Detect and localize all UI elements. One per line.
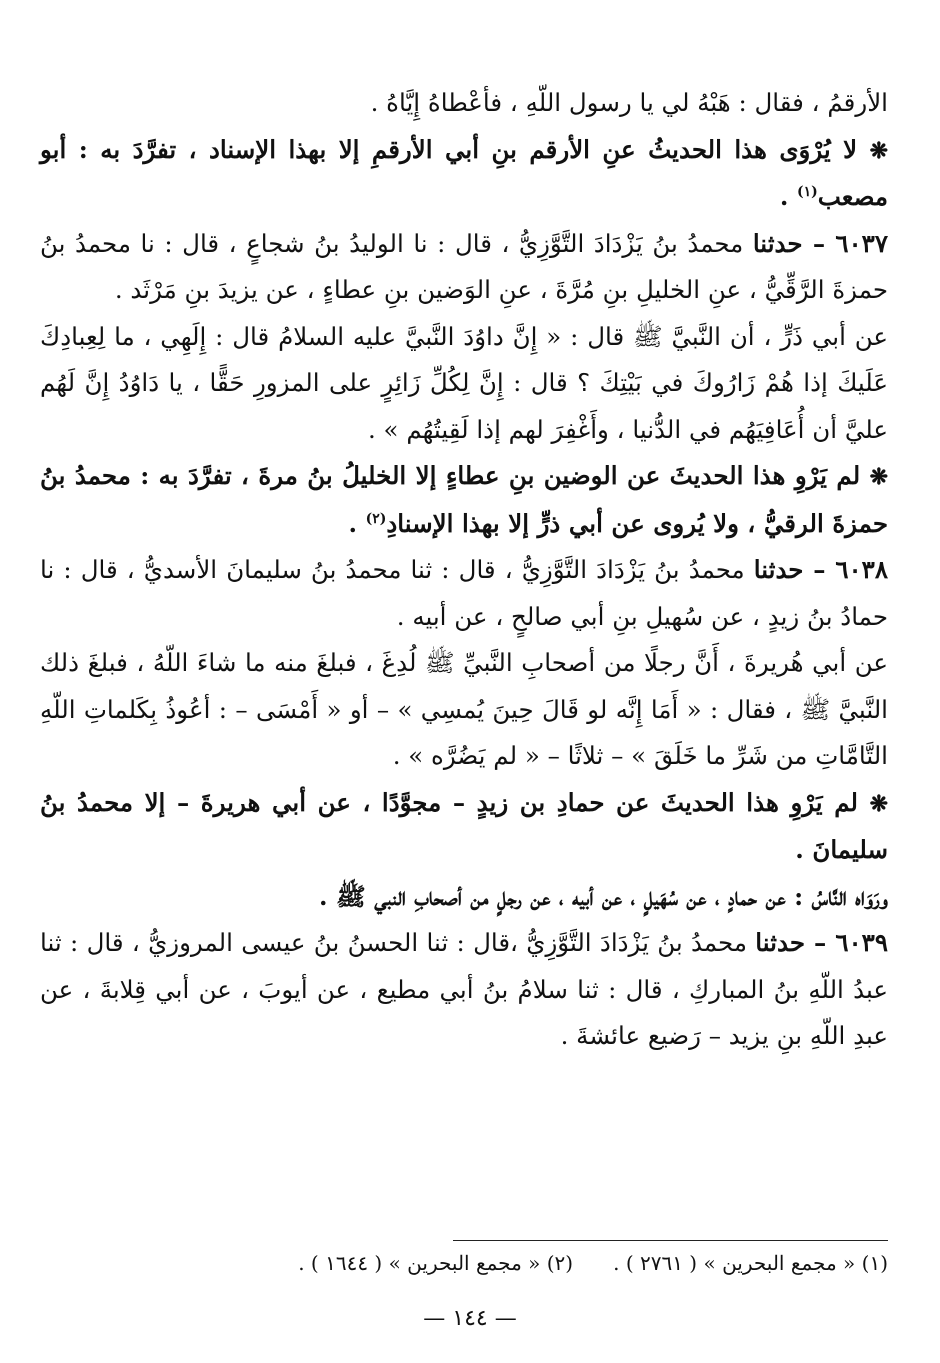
comment-end: .: [348, 508, 358, 538]
hadith-isnad: [40, 547, 888, 640]
hadith-isnad: [40, 920, 888, 1060]
hadith-lead: حدثنا: [753, 555, 804, 584]
hadith-text: محمدُ بنُ يَزْدَادَ التَّوَّزِيُّ ، قال : نا الوليدُ بنُ شجاعٍ ، قال : نا محمدُ بنُ حمزةَ الرَّقِّيُّ ، عنِ الخليلِ بنِ مُرَّةَ ، عنِ الوَضين بنِ عطاءٍ ، عن يزيدَ بنِ مَرْثَد .: [40, 228, 888, 304]
hadith-number: ٦٠٣٨: [835, 555, 888, 584]
star-icon: ❋: [869, 137, 889, 164]
comment-text: لم يَرْوِ هذا الحديثَ عن الوضين بنِ عطاءٍ إلا الخليلُ بنُ مرةَ ، تفرَّدَ به : محمدُ بنُ حمزةَ الرقيُّ ، ولا يُروى عن أبي ذرٍّ إلا بهذا الإسنادِ: [40, 461, 888, 538]
hadith-number: ٦٠٣٧: [835, 228, 888, 258]
footnote-ref: (٢): [365, 510, 387, 527]
narration-text: ورَوَاه النَّاسُ : عن حمادٍ ، عن سُهَيلٍ ، عن أبيه ، عن رجلٍ من أصحابِ النبي ﷺ .: [319, 881, 888, 911]
footnote-2: (٢) « مجمع البحرين » ( ١٦٤٤ ) .: [298, 1251, 574, 1275]
editor-comment: [40, 453, 888, 547]
matn-text: عن أبي ذَرٍّ ، أن النَّبيَّ ﷺ قال : « إِنَّ داوُدَ النَّبيَّ عليه السلامُ قال : إِلَهِي ، ما لِعِبادِكَ عَلَيكَ إذا هُمْ زَارُوكَ في بَيْتِكَ ؟ قال : إِنَّ لِكُلِّ زَائِرٍ على المزورِ حَقًّا ، يا دَاوُدُ إِنَّ لَهُم عليَّ أن أُعَافِيَهُم في الدُّنيا ، وأَغْفِرَ لهم إذا لَقِيتُهُم » .: [40, 321, 888, 444]
editor-comment: [40, 780, 888, 874]
hadith-matn: [40, 314, 888, 454]
footnotes: [80, 1248, 888, 1278]
hadith-text: محمدُ بنُ يَزْدَادَ التَّوَّزِيُّ ، قال : ثنا محمدُ بنُ سليمانَ الأسديُّ ، قال : نا حمادُ بنُ زيدٍ ، عن سُهيلِ بنِ أبي صالحٍ ، عن أبيه .: [40, 555, 888, 631]
hadith-matn: [40, 80, 888, 127]
hadith-number: ٦٠٣٩: [835, 928, 888, 957]
hadith-isnad: [40, 221, 888, 314]
comment-text: لم يَرْوِ هذا الحديثَ عن حمادِ بن زيدٍ – مجوَّدًا ، عن أبي هريرةَ – إلا محمدُ بنُ سليمانَ: [40, 787, 888, 864]
hadith-lead: حدثنا: [752, 228, 803, 258]
hadith-text: محمدُ بنُ يَزْدَادَ التَّوَّزِيُّ ،قال : ثنا الحسنُ بنُ عيسى المروزيُّ ، قال : ثنا عبدُ اللّهِ بنُ المباركِ ، قال : ثنا سلامُ بنُ أبي مطيع ، عن أيوبَ ، عن أبي قِلابةَ ، عن عبدِ اللّهِ بنِ يزيد – رَضيع عائشةَ .: [40, 928, 888, 1050]
hadith-dash: –: [802, 228, 836, 258]
comment-text: لا يُرْوَى هذا الحديثُ عنِ الأرقم بنِ أبي الأرقمِ إلا بهذا الإسناد ، تفرَّدَ به : أبو مصعب: [40, 134, 888, 211]
matn-text: الأرقمُ ، فقال : هَبْهُ لي يا رسول اللّهِ ، فأعْطاهُ إِيَّاهُ .: [370, 88, 888, 117]
star-icon: ❋: [869, 790, 889, 817]
footnote-separator: [453, 1240, 888, 1241]
hadith-dash: –: [804, 928, 836, 957]
hadith-dash: –: [803, 555, 836, 584]
star-icon: ❋: [869, 464, 888, 490]
hadith-matn: [40, 640, 888, 780]
page-body: [40, 80, 888, 1060]
narration-note: [40, 874, 888, 921]
footnote-1: (١) « مجمع البحرين » ( ٢٧٦١ ) .: [613, 1251, 888, 1275]
comment-end: .: [795, 835, 804, 864]
hadith-lead: حدثنا: [755, 928, 805, 957]
footnote-ref: (١): [796, 183, 818, 200]
comment-end: .: [779, 182, 789, 211]
matn-text: عن أبي هُريرةَ ، أَنَّ رجلًا من أصحابِ النَّبيِّ ﷺ لُدِغَ ، فبلغَ منه ما شاءَ اللّهُ ، فبلغَ ذلك النَّبيَّ ﷺ ، فقال : « أَمَا إِنَّه لو قَالَ حِينَ يُمسِي » – أو « أَمْسَى – : أعُوذُ بِكَلماتِ اللّهِ التَّامَّاتِ من شَرِّ ما خَلَقَ » – ثلاثًا – « لم يَضُرَّه » .: [40, 648, 888, 770]
editor-comment: [40, 127, 888, 221]
page-number: — ١٤٤ —: [423, 1306, 517, 1331]
